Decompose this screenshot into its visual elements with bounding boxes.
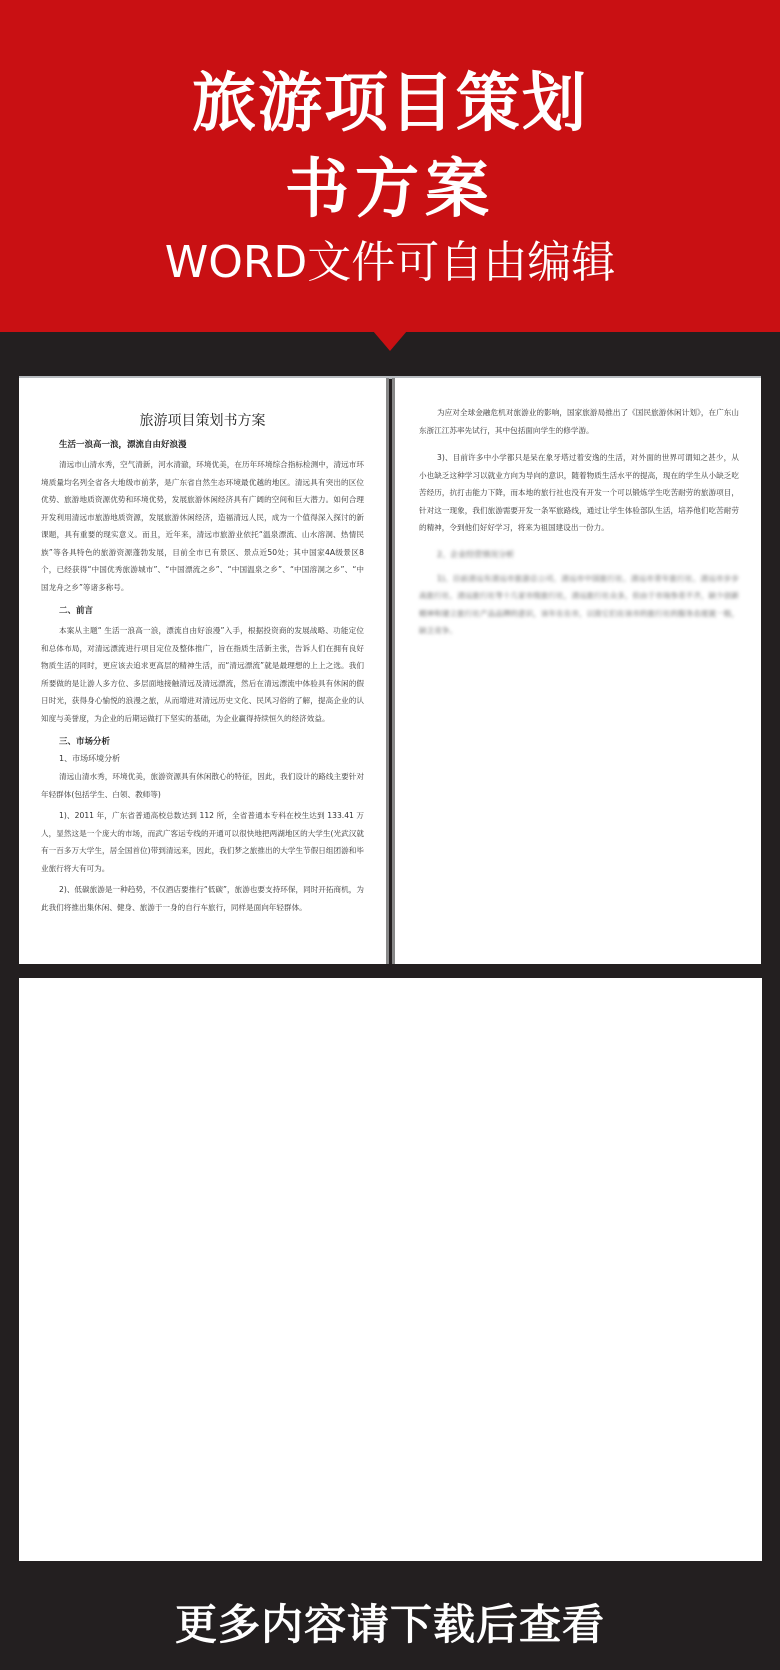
subheading-blurred: 2、企业经营情况分析 [437,549,515,559]
paragraph: 本案从主题“ 生活一浪高一浪，漂流自由好浪漫”入手，根据投资商的发展战略、功能定位和总体布局，对清远漂流进行项目定位及整体推广，旨在指质生活新主张，告诉人们在拥有良好物质生活的同时，更应该去追求更高层的精神生活，而“清远漂流”就是最理想的上上之选。我们所要做的是让游人多方位、多层面地接触清远及清远漂流，然后在清远漂流中体验具有休闲的假日时光，获得身心愉悦的浪漫之旅，从而增进对清远历史文化、民风习俗的了解，提高企业的认知度与美誉度，为企业的后期运做打下坚实的基础，为企业赢得持续恒久的经济效益。 [41,626,364,723]
subheading: 1、市场环境分析 [59,754,121,763]
subtitle: WORD文件可自由编辑 [164,237,616,288]
heading: 生活一浪高一浪，漂流自由好浪漫 [59,440,187,450]
title-line-2: 书方案 [285,153,495,227]
document-page-left [19,378,389,964]
title-line-1: 旅游项目策划 [192,67,588,141]
paragraph: 1)、2011 年，广东省普通高校总数达到 112 所，全省普通本专科在校生达到 133.41 万人，显然这是一个庞大的市场，而武广客运专线的开通可以很快地把两湖地区的大学生(光武汉就有一百多万大学生，居全国首位)带到清远来，因此，我们梦之旅推出的大学生节假日组团游和毕业旅行将大有可为。 [41,811,364,873]
hero-banner [0,0,780,332]
heading: 三、市场分析 [59,737,111,747]
paragraph: 为应对全球金融危机对旅游业的影响，国家旅游局推出了《国民旅游休闲计划》，在广东山东浙江江苏率先试行，其中包括面向学生的修学游。 [419,408,739,435]
heading: 二、前言 [59,606,94,616]
document-title: 旅游项目策划书方案 [139,413,266,429]
document-page-right [392,378,761,964]
paragraph: 3)、目前许多中小学都只是呆在象牙塔过着安逸的生活，对外面的世界可谓知之甚少，从小也缺乏这种学习以就业方向为导向的意识，随着物质生活水平的提高，现在的学生从小缺乏吃苦经历，抗打击能力下降，而本地的旅行社也没有开发一个可以锻炼学生吃苦耐劳的旅游项目，针对这一现象，我们旅游需要开发一条军旅路线，通过让学生体验部队生活，培养他们吃苦耐劳的精神，令到他们好好学习，将来为祖国建设出一份力。 [419,453,739,532]
paragraph: 2)、低碳旅游是一种趋势，不仅酒店要推行“低碳”，旅游也要支持环保，同时开拓商机，为此我们将推出集休闲、健身、旅游于一身的自行车旅行，同样是面向年轻群体。 [41,885,364,912]
paragraph: 清远山清水秀，环境优美，旅游资源具有休闲散心的特征，因此，我们设计的路线主要针对年轻群体(包括学生、白领、教师等) [41,772,364,799]
notch-arrow-icon [373,331,407,351]
blank-preview-page [19,978,762,1561]
footer-text: 更多内容请下载后查看 [174,1600,605,1649]
paragraph-blurred: 1)、目前清远有清远市旅游总公司、清远市中国旅行社、清远市青年旅行社、清远市步步高旅行社、清远旅行社等十几家市级旅行社，清远旅行社众多，但由于市场参差不齐，缺少创新精神和建立旅行社产品品牌的意识，该年在在市，以致它们在该市的旅行社的服务态度就一般，缺乏竞争。 [419,573,739,635]
paragraph: 清远市山清水秀，空气清新，河水清澈，环境优美，在历年环境综合指标检测中，清远市环境质量均名列全省各大地级市前茅，是广东省自然生态环境最优越的地区。清远具有突出的区位优势、旅游地质资源优势和环境优势，发展旅游休闲经济具有广阔的空间和巨大潜力。如何合理开发利用清远市旅游地质资源，发展旅游休闲经济，造福清远人民，成为一个值得深入探讨的新课题，具有重要的现实意义。而且，近年来，清远市旅游业依托“温泉漂流、山水溶洞、热情民族”等各具特色的旅游资源蓬勃发展，目前全市已有景区、景点近50处；其中国家4A级景区8个，已经获得“中国优秀旅游城市”、“中国漂流之乡”、“中国温泉之乡”、“中国溶洞之乡”、“中国龙舟之乡”等诸多称号。 [41,460,364,592]
